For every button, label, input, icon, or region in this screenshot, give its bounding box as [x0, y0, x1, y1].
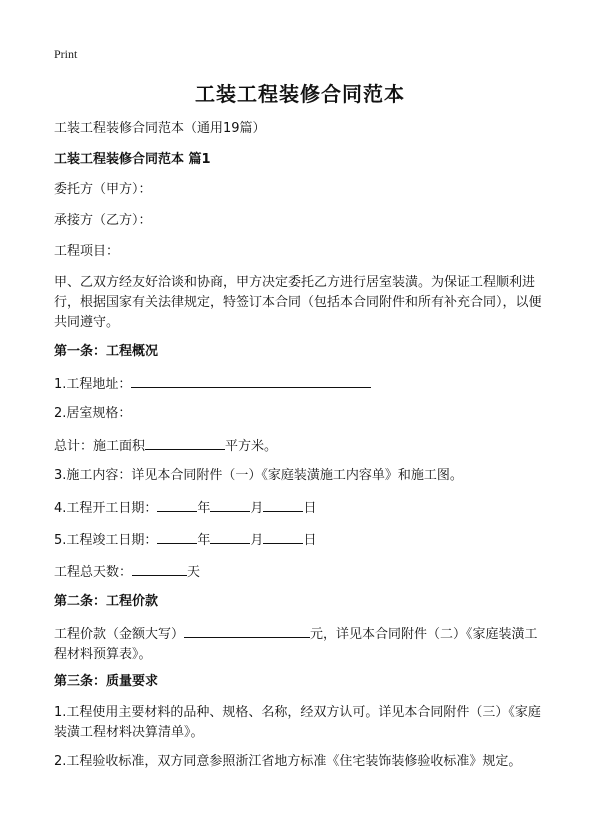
end-label: 5.工程竣工日期：	[54, 533, 158, 548]
start-date-line	[54, 497, 554, 519]
end-month-blank	[210, 529, 250, 544]
quality-item-2: 2.工程验收标准，双方同意参照浙江省地方标准《住宅装饰装修验收标准》规定。	[54, 754, 522, 769]
price-blank	[184, 623, 310, 638]
price-prefix: 工程价款（金额大写）	[54, 627, 185, 642]
area-blank	[145, 435, 225, 450]
price-paragraph	[54, 623, 550, 665]
address-line	[54, 373, 554, 395]
article-1-heading: 第一条：工程概况	[54, 344, 159, 359]
start-day-blank	[263, 497, 303, 512]
project-line: 工程项目：	[54, 244, 120, 259]
total-prefix: 总计：施工面积	[54, 439, 146, 454]
start-month-label: 月	[250, 501, 264, 516]
article-3-heading: 第三条：质量要求	[54, 674, 159, 689]
address-label: 1.工程地址：	[54, 377, 132, 392]
price-suffix: 元，详见本合同附件（二）《家庭装潢工程材料预算表》。	[54, 627, 538, 662]
start-day-label: 日	[303, 501, 317, 516]
total-suffix: 平方米。	[225, 439, 278, 454]
total-area-line	[54, 435, 554, 457]
end-day-label: 日	[303, 533, 317, 548]
content-line: 3.施工内容：详见本合同附件（一）《家庭装潢施工内容单》和施工图。	[54, 468, 463, 483]
days-blank	[132, 561, 187, 576]
section-title: 工装工程装修合同范本 篇1	[54, 152, 211, 167]
contractor-line: 承接方（乙方）：	[54, 213, 152, 228]
intro-paragraph: 甲、乙双方经友好洽谈和协商，甲方决定委托乙方进行居室装潢。为保证工程顺利进行，根据国家有关法律规定，特签订本合同（包括本合同附件和所有补充合同），以便共同遵守。	[54, 275, 542, 330]
start-year-label: 年	[197, 501, 211, 516]
total-days-line	[54, 561, 554, 583]
article-2-heading: 第二条：工程价款	[54, 594, 159, 609]
start-label: 4.工程开工日期：	[54, 501, 158, 516]
document-title: 工装工程装修合同范本	[195, 82, 405, 106]
days-suffix: 天	[187, 565, 201, 580]
spec-line: 2.居室规格：	[54, 406, 132, 421]
print-label: Print	[54, 47, 78, 61]
address-blank	[131, 373, 371, 388]
end-date-line	[54, 529, 554, 551]
quality-item-1: 1.工程使用主要材料的品种、规格、名称，经双方认可。详见本合同附件（三）《家庭装潢工程材料决算清单》。	[54, 705, 541, 740]
start-month-blank	[210, 497, 250, 512]
days-label: 工程总天数：	[54, 565, 133, 580]
start-year-blank	[157, 497, 197, 512]
end-month-label: 月	[250, 533, 264, 548]
end-day-blank	[263, 529, 303, 544]
document-subtitle: 工装工程装修合同范本（通用19篇）	[54, 121, 266, 136]
end-year-label: 年	[197, 533, 211, 548]
client-line: 委托方（甲方）：	[54, 182, 152, 197]
end-year-blank	[157, 529, 197, 544]
